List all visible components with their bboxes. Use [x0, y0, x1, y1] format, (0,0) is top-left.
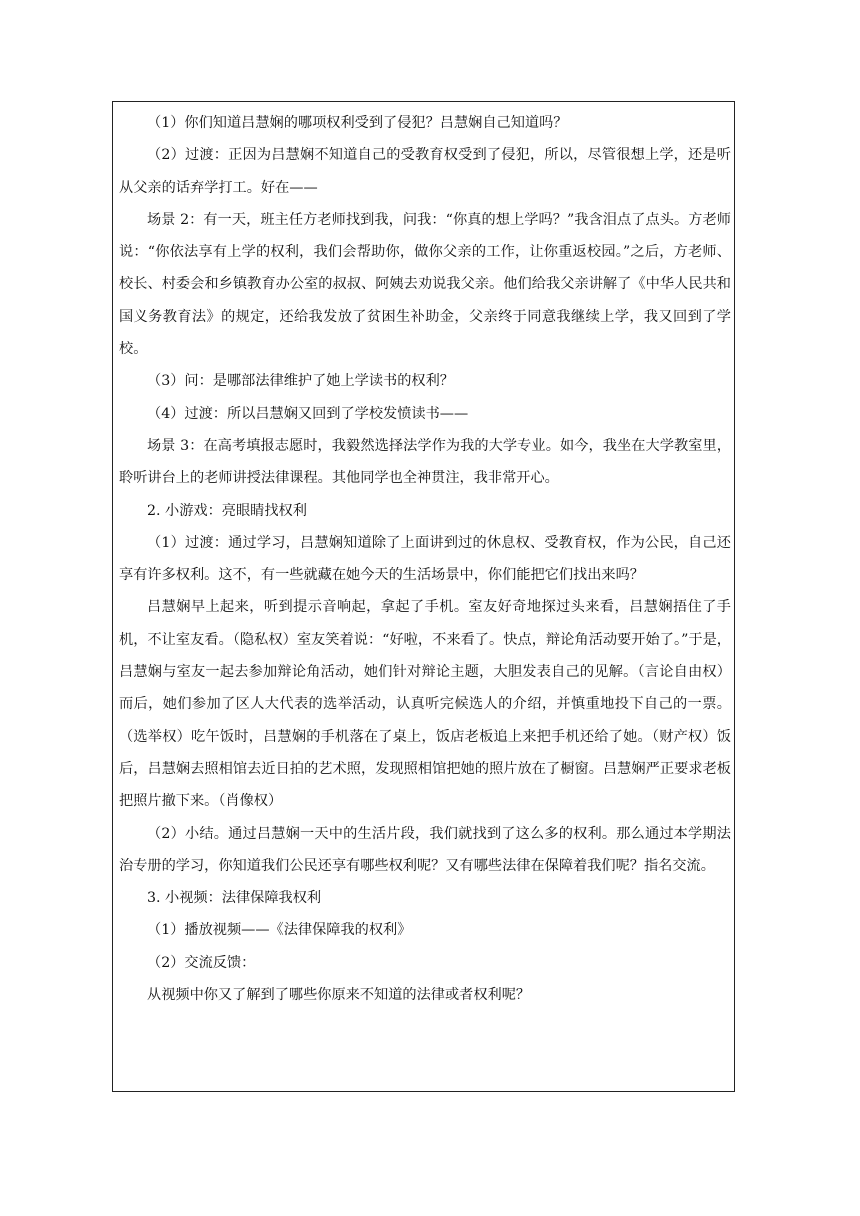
paragraph-final-question: 从视频中你又了解到了哪些你原来不知道的法律或者权利呢？ [147, 987, 531, 1004]
paragraph-feedback: （2）交流反馈： [147, 954, 256, 971]
paragraph-question-1: （1）你们知道吕慧娴的哪项权利受到了侵犯？吕慧娴自己知道吗？ [147, 115, 568, 131]
paragraph-question-3: （3）问：是哪部法律维护了她上学读书的权利？ [147, 373, 454, 390]
paragraph-rights-story: 吕慧娴早上起来，听到提示音响起，拿起了手机。室友好奇地探过头来看，吕慧娴捂住了手机，不让室友看。（隐私权）室友笑着说：“好啦，不来看了。快点，辩论角活动要开始了。”于是，吕慧娴与室友一起去参加辩论角活动，她们针对辩论主题，大胆发表自己的见解。（言论自由权）而后，她们参加了区人大代表的选举活动，认真听完候选人的介绍，并慎重地投下自己的一票。（选举权）吃午饭时，吕慧娴的手机落在了桌上，饭店老板追上来把手机还给了她。（财产权）饭后，吕慧娴去照相馆去近日拍的艺术照，发现照相馆把她的照片放在了橱窗。吕慧娴严正要求老板把照片撤下来。（肖像权） [119, 599, 731, 810]
paragraph-transition-2: （2）过渡：正因为吕慧娴不知道自己的受教育权受到了侵犯，所以，尽管很想上学，还是听从父亲的话弃学打工。好在—— [119, 147, 731, 196]
paragraph-transition-4: （4）过渡：所以吕慧娴又回到了学校发愤读书—— [147, 405, 469, 422]
document-body [119, 107, 731, 1011]
section-heading-video: 3. 小视频：法律保障我权利 [147, 890, 322, 907]
paragraph-scene-2: 场景 2：有一天，班主任方老师找到我，问我：“你真的想上学吗？”我含泪点了点头。方老师说：“你依法享有上学的权利，我们会帮助你，做你父亲的工作，让你重返校园。”之后，方老师、校长、村委会和乡镇教育办公室的叔叔、阿姨去劝说我父亲。他们给我父亲讲解了《中华人民共和国义务教育法》的规定，还给我发放了贫困生补助金，父亲终于同意我继续上学，我又回到了学校。 [119, 211, 731, 358]
paragraph-game-transition: （1）过渡：通过学习，吕慧娴知道除了上面讲到过的休息权、受教育权，作为公民，自己还享有许多权利。这不，有一些就藏在她今天的生活场景中，你们能把它们找出来吗？ [119, 534, 731, 584]
paragraph-scene-3: 场景 3：在高考填报志愿时，我毅然选择法学作为我的大学专业。如今，我坐在大学教室里，聆听讲台上的老师讲授法律课程。其他同学也全神贯注，我非常开心。 [119, 437, 731, 487]
paragraph-play-video: （1）播放视频——《法律保障我的权利》 [147, 922, 412, 939]
paragraph-summary: （2）小结。通过吕慧娴一天中的生活片段，我们就找到了这么多的权利。那么通过本学期法治专册的学习，你知道我们公民还享有哪些权利呢？又有哪些法律在保障着我们呢？指名交流。 [119, 825, 731, 874]
section-heading-game: 2. 小游戏：亮眼睛找权利 [147, 502, 307, 519]
